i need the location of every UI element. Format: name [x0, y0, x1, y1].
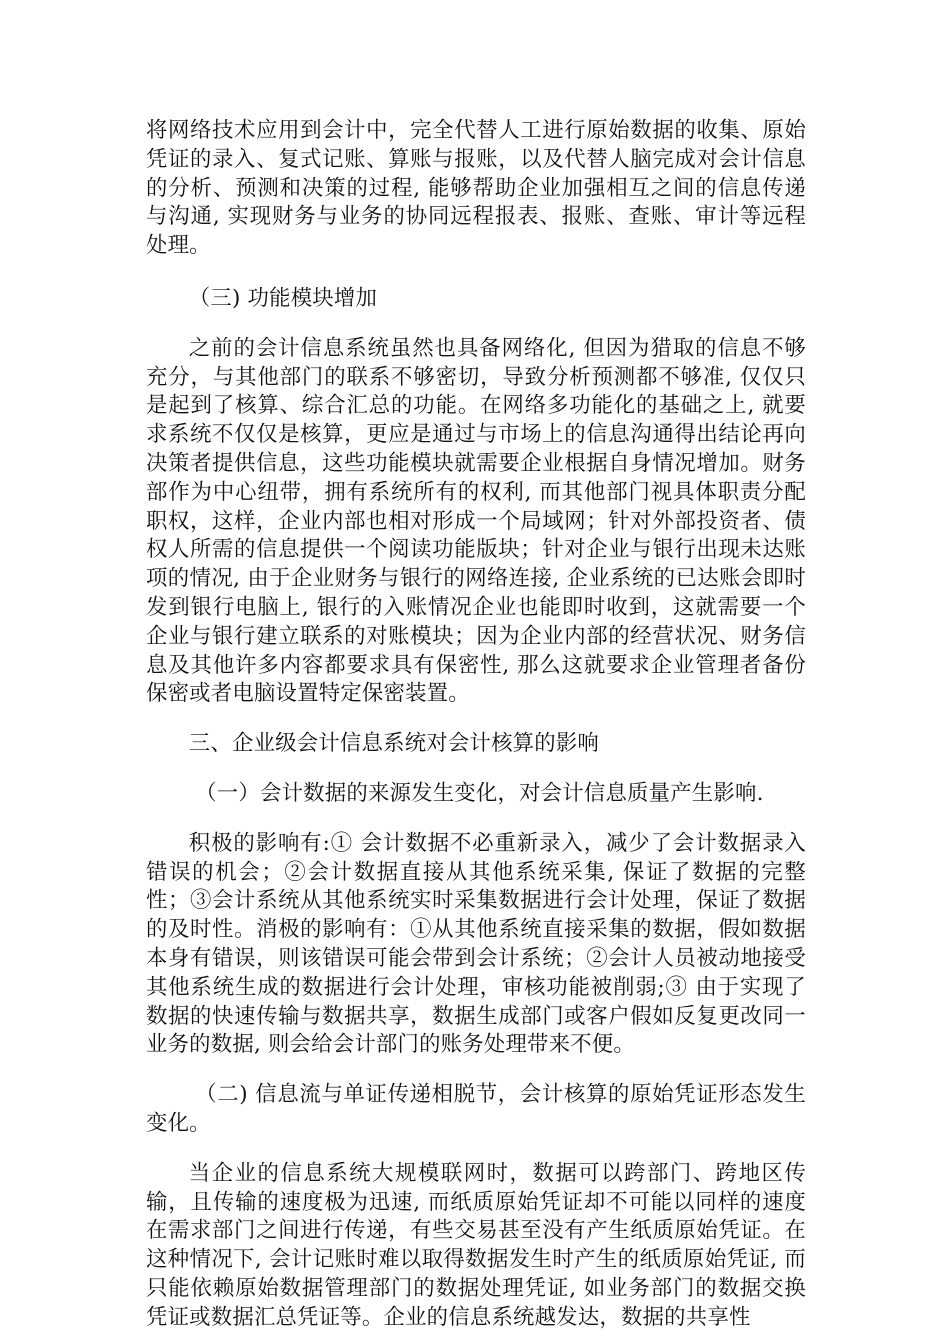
body-paragraph: 之前的会计信息系统虽然也具备网络化, 但因为猎取的信息不够充分，与其他部门的联系不够密切，导致分析预测都不够准, 仅仅只是起到了核算、综合汇总的功能。在网络多功能化的基础之上, 就要求系统不仅仅是核算，更应是通过与市场上的信息沟通得出结论再向决策者提供信息，这些功能模块就需要企业根据自身情况增加。财务部作为中心纽带，拥有系统所有的权利, 而其他部门视具体职责分配职权，这样，企业内部也相对形成一个局域网；针对外部投资者、债权人所需的信息提供一个阅读功能版块；针对企业与银行出现未达账项的情况, 由于企业财务与银行的网络连接, 企业系统的已达账会即时发到银行电脑上, 银行的入账情况企业也能即时收到，这就需要一个企业与银行建立联系的对账模块；因为企业内部的经营状况、财务信息及其他许多内容都要求具有保密性, 那么这就要求企业管理者备份保密或者电脑设置特定保密装置。 — [146, 335, 806, 707]
document-page — [146, 117, 806, 1332]
body-paragraph: 将网络技术应用到会计中，完全代替人工进行原始数据的收集、原始凭证的录入、复式记账、算账与报账，以及代替人脑完成对会计信息的分析、预测和决策的过程, 能够帮助企业加强相互之间的信息传递与沟通, 实现财务与业务的协同远程报表、报账、查账、审计等远程处理。 — [146, 118, 806, 259]
body-paragraph: 当企业的信息系统大规模联网时，数据可以跨部门、跨地区传输，且传输的速度极为迅速, 而纸质原始凭证却不可能以同样的速度在需求部门之间进行传递，有些交易甚至没有产生纸质原始凭证。在这种情况下, 会计记账时难以取得数据发生时产生的纸质原始凭证, 而只能依赖原始数据管理部门的数据处理凭证, 如业务部门的数据交换凭证或数据汇总凭证等。企业的信息系统越发达，数据的共享性 — [146, 1160, 806, 1330]
section-heading: （一）会计数据的来源发生变化，对会计信息质量产生影响. — [195, 780, 764, 806]
chapter-heading: 三、企业级会计信息系统对会计核算的影响 — [188, 731, 600, 757]
section-heading: （三) 功能模块增加 — [188, 285, 378, 311]
section-heading: （二) 信息流与单证传递相脱节，会计核算的原始凭证形态发生变化。 — [146, 1082, 806, 1136]
body-paragraph: 积极的影响有:① 会计数据不必重新录入，减少了会计数据录入错误的机会；②会计数据直接从其他系统采集, 保证了数据的完整性；③会计系统从其他系统实时采集数据进行会计处理，保证了数据的及时性。消极的影响有：①从其他系统直接采集的数据，假如数据本身有错误，则该错误可能会带到会计系统；②会计人员被动地接受其他系统生成的数据进行会计处理，审核功能被削弱;③ 由于实现了数据的快速传输与数据共享，数据生成部门或客户假如反复更改同一业务的数据, 则会给会计部门的账务处理带来不便。 — [146, 830, 806, 1058]
